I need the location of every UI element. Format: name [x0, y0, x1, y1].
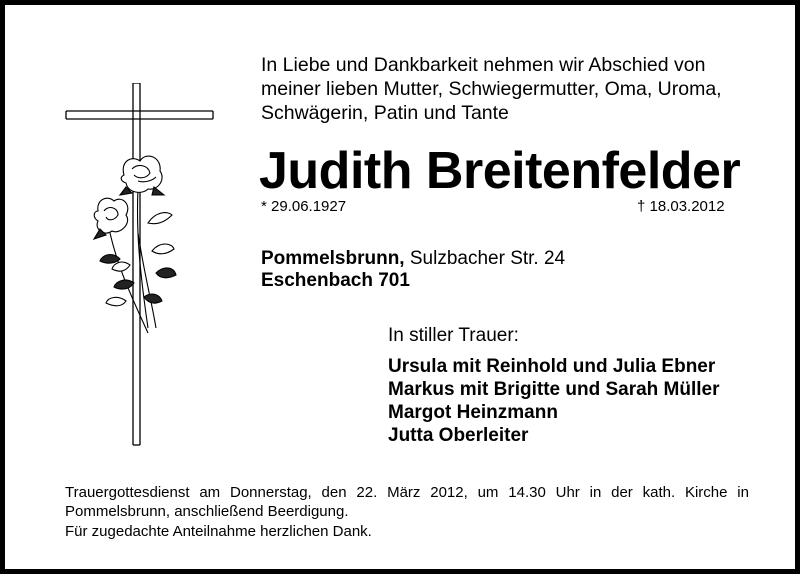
intro-line: In Liebe und Dankbarkeit nehmen wir Abschied von	[261, 54, 706, 76]
deceased-name: Judith Breitenfelder	[259, 142, 741, 200]
intro-line: meiner lieben Mutter, Schwiegermutter, Oma, Uroma,	[261, 78, 722, 100]
mourner-item: Markus mit Brigitte und Sarah Müller	[388, 379, 720, 400]
rose-icon	[94, 156, 176, 333]
address-second-residence: Eschenbach 701	[261, 270, 410, 291]
cross-with-roses-illustration	[60, 83, 230, 448]
intro-text	[261, 53, 761, 125]
address-town: Pommelsbrunn,	[261, 248, 405, 269]
mourners-list	[388, 355, 720, 447]
thanks-note: Für zugedachte Anteilnahme herzlichen Dank.	[65, 523, 372, 540]
cross-icon	[66, 83, 213, 445]
mourner-item: Margot Heinzmann	[388, 402, 558, 423]
mourning-label: In stiller Trauer:	[388, 325, 519, 346]
service-info: Trauergottesdienst am Donnerstag, den 22. März 2012, um 14.30 Uhr in der kath. Kirche in Pommelsbrunn, anschließend Beerdigung.	[65, 484, 749, 520]
address-line-1	[261, 248, 565, 270]
death-date: † 18.03.2012	[637, 198, 725, 215]
birth-date: * 29.06.1927	[261, 198, 347, 215]
mourner-item: Ursula mit Reinhold und Julia Ebner	[388, 356, 716, 377]
mourner-item: Jutta Oberleiter	[388, 425, 529, 446]
address-street: Sulzbacher Str. 24	[409, 248, 566, 269]
address-block	[261, 248, 565, 292]
address-line-2	[261, 270, 565, 292]
intro-line: Schwägerin, Patin und Tante	[261, 102, 509, 124]
